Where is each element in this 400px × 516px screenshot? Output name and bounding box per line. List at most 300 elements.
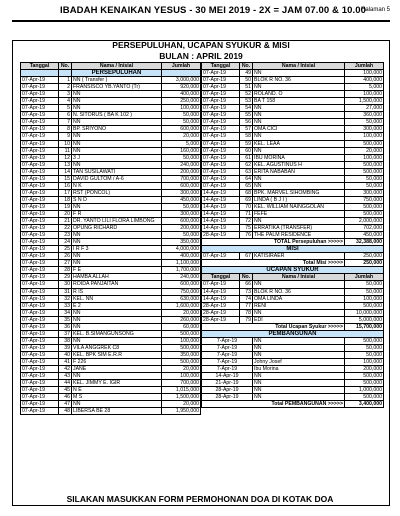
cell-amount: 60,000: [162, 323, 201, 330]
table-row: [202, 288, 384, 295]
cell-name: NN: [253, 344, 345, 351]
cell-amount: 100,000: [162, 105, 201, 112]
cell-no: 8: [59, 126, 72, 133]
header-rule: [12, 20, 390, 22]
cell-amount: 300,000: [162, 210, 201, 217]
cell-no: 61: [240, 154, 253, 161]
cell-date: 07-Apr-19: [21, 260, 59, 267]
table-row: [21, 316, 201, 323]
table-row: [202, 133, 384, 140]
cell-date: 07-Apr-19: [21, 401, 59, 408]
cell-date: 07-Apr-19: [21, 218, 59, 225]
total-pembangunan: [202, 401, 384, 408]
col-amount: Jumlah: [345, 63, 384, 70]
table-row: [21, 288, 201, 295]
cell-amount: 1,600,000: [162, 302, 201, 309]
cell-no: 67: [240, 253, 253, 260]
cell-no: 63: [240, 168, 253, 175]
cell-amount: 300,000: [345, 126, 384, 133]
cell-amount: 100,000: [345, 91, 384, 98]
cell-amount: 1,100,000: [162, 260, 201, 267]
cell-date: 07-Apr-19: [21, 98, 59, 105]
cell-no: 45: [59, 387, 72, 394]
cell-amount: 920,000: [162, 84, 201, 91]
table-row: [21, 330, 201, 337]
cell-no: 74: [240, 295, 253, 302]
cell-no: 59: [240, 140, 253, 147]
cell-no: 60: [240, 147, 253, 154]
cell-name: NN: [253, 351, 345, 358]
cell-amount: 500,000: [345, 373, 384, 380]
cell-no: 73: [240, 288, 253, 295]
cell-date: 07-Apr-19: [202, 161, 240, 168]
cell-amount: 702,000: [345, 225, 384, 232]
cell-no: 77: [240, 302, 253, 309]
cell-name: KEL. B.SIMANGUNSONG: [72, 330, 162, 337]
table-header-row: [202, 274, 384, 281]
cell-name: NN: [253, 373, 345, 380]
cell-amount: 50,000: [345, 175, 384, 182]
total-persepuluhan: [202, 239, 384, 246]
cell-no: 7: [59, 119, 72, 126]
table-header-row: [21, 63, 201, 70]
cell-no: 1: [59, 77, 72, 84]
cell-no: 20: [59, 210, 72, 217]
table-row: [21, 323, 201, 330]
table-row: [21, 401, 201, 408]
cell-no: 55: [240, 112, 253, 119]
cell-date: 07-Apr-19: [202, 175, 240, 182]
cell-date: 7-Apr-19: [202, 358, 253, 365]
table-row: [21, 91, 201, 98]
cell-amount: 50,000: [345, 344, 384, 351]
cell-amount: 500,000: [345, 140, 384, 147]
cell-date: 14-Apr-19: [202, 196, 240, 203]
table-row: [21, 358, 201, 365]
cell-date: 07-Apr-19: [21, 380, 59, 387]
table-row: [202, 351, 384, 358]
total-pembangunan-value: 3,400,000: [345, 401, 384, 408]
cell-amount: 20,000: [162, 133, 201, 140]
cell-name: NN: [72, 253, 162, 260]
cell-amount: 200,000: [162, 225, 201, 232]
cell-name: F 226: [72, 358, 162, 365]
table-row: [21, 182, 201, 189]
cell-no: 5: [59, 105, 72, 112]
cell-amount: 1,015,000: [162, 387, 201, 394]
section-title-ucapan-syukur: UCAPAN SYUKUR: [202, 267, 384, 274]
cell-date: 07-Apr-19: [21, 189, 59, 196]
table-row: [202, 91, 384, 98]
table-row: [21, 175, 201, 182]
cell-date: 07-Apr-19: [21, 358, 59, 365]
cell-name: NN: [253, 380, 345, 387]
cell-amount: 27,000: [345, 105, 384, 112]
cell-amount: 350,000: [162, 239, 201, 246]
table-row: [21, 380, 201, 387]
cell-date: 07-Apr-19: [21, 316, 59, 323]
table-row: [202, 281, 384, 288]
cell-date: 07-Apr-19: [21, 168, 59, 175]
total-misi-value: 250,000: [345, 260, 384, 267]
section-row: [21, 70, 201, 77]
cell-name: NN: [72, 309, 162, 316]
total-persepuluhan-value: 32,388,000: [345, 239, 384, 246]
cell-amount: 500,000: [345, 203, 384, 210]
cell-no: 22: [59, 225, 72, 232]
col-date: Tanggal: [21, 63, 59, 70]
table-row: [21, 295, 201, 302]
cell-no: 11: [59, 147, 72, 154]
cell-name: KATISIRAER: [253, 253, 345, 260]
cell-no: 42: [59, 366, 72, 373]
cell-name: NN: [72, 91, 162, 98]
cell-name: NN: [72, 161, 162, 168]
cell-name: NN: [253, 387, 345, 394]
table-row: [202, 196, 384, 203]
cell-date: 07-Apr-19: [21, 161, 59, 168]
table-row: [202, 105, 384, 112]
cell-amount: 1,950,000: [162, 408, 201, 415]
cell-name: ROLAND. O: [253, 91, 345, 98]
cell-date: 28-Apr-19: [202, 302, 240, 309]
cell-name: RST (PONCOL): [72, 189, 162, 196]
cell-date: 07-Apr-19: [21, 330, 59, 337]
cell-no: 69: [240, 196, 253, 203]
cell-no: 71: [240, 210, 253, 217]
cell-name: FEFE: [253, 210, 345, 217]
cell-name: NN: [253, 133, 345, 140]
cell-name: BLOK R NO. 36: [253, 288, 345, 295]
cell-no: 75: [240, 225, 253, 232]
cell-amount: 260,000: [162, 316, 201, 323]
cell-name: ERRATIKA (TRANSFER): [253, 225, 345, 232]
table-row: [21, 267, 201, 274]
cell-date: 07-Apr-19: [21, 394, 59, 401]
cell-amount: 50,000: [162, 203, 201, 210]
cell-name: NN: [253, 281, 345, 288]
cell-amount: 50,000: [345, 351, 384, 358]
table-row: [202, 232, 384, 239]
cell-no: 58: [240, 133, 253, 140]
cell-date: 07-Apr-19: [202, 70, 240, 77]
cell-no: 72: [240, 218, 253, 225]
cell-name: BLOK R NO. 36: [253, 77, 345, 84]
cell-amount: 50,000: [345, 281, 384, 288]
cell-amount: 500,000: [345, 394, 384, 401]
cell-no: 68: [240, 189, 253, 196]
cell-amount: 3,000,000: [162, 77, 201, 84]
report-month: BULAN : APRIL 2019: [159, 51, 243, 61]
table-row: [21, 119, 201, 126]
cell-date: 07-Apr-19: [202, 182, 240, 189]
cell-no: 41: [59, 358, 72, 365]
tithe-table-left: [20, 62, 201, 415]
cell-no: 31: [59, 288, 72, 295]
table-row: [21, 309, 201, 316]
section-title-misi: MISI: [202, 246, 384, 253]
cell-amount: 500,000: [345, 380, 384, 387]
cell-date: 07-Apr-19: [21, 203, 59, 210]
cell-amount: 4,000,000: [162, 246, 201, 253]
table-row: [21, 337, 201, 344]
cell-date: 07-Apr-19: [21, 323, 59, 330]
cell-amount: 500,000: [345, 210, 384, 217]
cell-name: NN: [72, 105, 162, 112]
cell-name: NN: [72, 203, 162, 210]
cell-amount: 50,000: [162, 112, 201, 119]
table-row: [21, 168, 201, 175]
cell-name: E 2: [72, 302, 162, 309]
cell-date: 07-Apr-19: [21, 140, 59, 147]
col-no: No.: [59, 63, 72, 70]
cell-no: 54: [240, 105, 253, 112]
table-row: [21, 218, 201, 225]
table-row: [202, 358, 384, 365]
cell-date: 14-Apr-19: [202, 210, 240, 217]
cell-name: OMA CICI: [253, 126, 345, 133]
cell-amount: 700,000: [162, 175, 201, 182]
left-column: [20, 62, 200, 415]
cell-no: 78: [240, 309, 253, 316]
cell-name: NN: [253, 182, 345, 189]
cell-amount: 10,000,000: [345, 309, 384, 316]
table-row: [202, 140, 384, 147]
cell-date: 07-Apr-19: [21, 147, 59, 154]
cell-date: 07-Apr-19: [202, 98, 240, 105]
total-ucapan-syukur-value: 15,700,000: [345, 323, 384, 330]
table-row: [202, 337, 384, 344]
cell-amount: 5,000: [345, 84, 384, 91]
cell-date: 07-Apr-19: [202, 281, 240, 288]
section-row: [202, 267, 384, 274]
cell-name: KEL. BPK SIM E.R.R: [72, 351, 162, 358]
cell-date: 07-Apr-19: [21, 267, 59, 274]
cell-date: 07-Apr-19: [202, 133, 240, 140]
cell-amount: 50,000: [162, 232, 201, 239]
cell-name: ROIDA PANJAITAN: [72, 281, 162, 288]
cell-no: 51: [240, 84, 253, 91]
cell-no: 46: [59, 394, 72, 401]
table-row: [21, 232, 201, 239]
table-row: [202, 182, 384, 189]
cell-no: 62: [240, 161, 253, 168]
cell-name: NN: [72, 373, 162, 380]
table-row: [21, 274, 201, 281]
cell-date: 07-Apr-19: [202, 112, 240, 119]
cell-name: EDI: [253, 316, 345, 323]
cell-no: 16: [59, 182, 72, 189]
cell-amount: 450,000: [162, 196, 201, 203]
col-date: Tanggal: [202, 274, 240, 281]
col-name: Nama / Inisial: [253, 63, 345, 70]
cell-date: 07-Apr-19: [21, 387, 59, 394]
cell-name: R IS: [72, 288, 162, 295]
cell-date: 14-Apr-19: [202, 288, 240, 295]
cell-name: Ibu Morina: [253, 366, 345, 373]
cell-no: 14: [59, 168, 72, 175]
total-pembangunan-label: Total PEMBANGUNAN >>>>>: [202, 401, 345, 408]
cell-amount: 500,000: [345, 337, 384, 344]
cell-name: F E: [72, 267, 162, 274]
cell-amount: 630,000: [162, 295, 201, 302]
cell-amount: 20,000: [162, 401, 201, 408]
cell-name: NN: [72, 140, 162, 147]
table-row: [21, 366, 201, 373]
cell-no: 17: [59, 189, 72, 196]
cell-date: 14-Apr-19: [202, 203, 240, 210]
cell-date: 07-Apr-19: [21, 225, 59, 232]
cell-no: 19: [59, 203, 72, 210]
table-row: [21, 105, 201, 112]
table-row: [21, 394, 201, 401]
cell-date: 28-Apr-19: [202, 232, 240, 239]
cell-no: 10: [59, 140, 72, 147]
cell-name: Johny Josef: [253, 358, 345, 365]
cell-date: 14-Apr-19: [202, 218, 240, 225]
cell-date: 07-Apr-19: [21, 126, 59, 133]
cell-no: 23: [59, 232, 72, 239]
cell-amount: 50,000: [162, 119, 201, 126]
cell-amount: 50,000: [345, 288, 384, 295]
table-row: [202, 70, 384, 77]
cell-no: 18: [59, 196, 72, 203]
cell-name: KEL. WILLIAM NAINGGOLAN: [253, 203, 345, 210]
cell-amount: 1,700,000: [162, 267, 201, 274]
cell-no: 48: [59, 408, 72, 415]
table-row: [21, 253, 201, 260]
cell-name: BPK. MARVEL SIHOMBING: [253, 189, 345, 196]
cell-date: 07-Apr-19: [202, 91, 240, 98]
cell-name: NN: [72, 316, 162, 323]
total-misi: [202, 260, 384, 267]
cell-date: 07-Apr-19: [202, 77, 240, 84]
table-row: [21, 133, 201, 140]
cell-amount: 600,000: [162, 126, 201, 133]
cell-no: 57: [240, 126, 253, 133]
cell-date: 07-Apr-19: [202, 168, 240, 175]
col-name: Nama / Inisial: [72, 63, 162, 70]
table-row: [202, 168, 384, 175]
cell-date: 07-Apr-19: [21, 119, 59, 126]
total-persepuluhan-label: TOTAL Persepuluhan >>>>>: [202, 239, 345, 246]
cell-amount: 100,000: [162, 373, 201, 380]
total-ucapan-syukur: [202, 323, 384, 330]
cell-no: 66: [240, 281, 253, 288]
page-number: Halaman 5: [360, 7, 390, 13]
cell-no: 70: [240, 203, 253, 210]
cell-name: DAVID GULTOM / A-6: [72, 175, 162, 182]
table-row: [202, 316, 384, 323]
cell-amount: 200,000: [345, 366, 384, 373]
cell-no: 25: [59, 246, 72, 253]
cell-amount: 20,000: [162, 309, 201, 316]
cell-amount: 100,000: [162, 337, 201, 344]
total-misi-label: Total Misi >>>>>: [202, 260, 345, 267]
table-row: [202, 210, 384, 217]
table-row: [202, 373, 384, 380]
cell-date: 07-Apr-19: [21, 309, 59, 316]
cell-amount: 1,500,000: [345, 98, 384, 105]
cell-no: 9: [59, 133, 72, 140]
table-header-row: [202, 63, 384, 70]
table-row: [202, 112, 384, 119]
cell-name: NN: [72, 401, 162, 408]
cell-name: LINDA ( B J I ): [253, 196, 345, 203]
cell-date: 07-Apr-19: [21, 77, 59, 84]
cell-date: 07-Apr-19: [21, 373, 59, 380]
cell-amount: 750,000: [345, 196, 384, 203]
cell-date: 14-Apr-19: [202, 295, 240, 302]
cell-date: 07-Apr-19: [202, 84, 240, 91]
cell-amount: 350,000: [162, 351, 201, 358]
cell-no: 3: [59, 91, 72, 98]
table-row: [202, 295, 384, 302]
table-row: [202, 98, 384, 105]
table-row: [21, 203, 201, 210]
table-row: [202, 302, 384, 309]
cell-date: 07-Apr-19: [21, 182, 59, 189]
table-row: [21, 225, 201, 232]
cell-amount: 250,000: [345, 253, 384, 260]
table-row: [202, 253, 384, 260]
table-row: [202, 344, 384, 351]
cell-name: RENI: [253, 302, 345, 309]
cell-date: 07-Apr-19: [202, 147, 240, 154]
cell-amount: 300,000: [345, 189, 384, 196]
cell-amount: 400,000: [162, 91, 201, 98]
table-row: [21, 302, 201, 309]
table-row: [21, 387, 201, 394]
cell-amount: 1,500,000: [162, 394, 201, 401]
cell-amount: 500,000: [345, 161, 384, 168]
cell-amount: 160,000: [162, 147, 201, 154]
table-row: [21, 281, 201, 288]
table-row: [21, 147, 201, 154]
cell-no: 43: [59, 373, 72, 380]
cell-no: 12: [59, 154, 72, 161]
cell-name: F R: [72, 210, 162, 217]
cell-no: 32: [59, 295, 72, 302]
col-no: No.: [240, 274, 253, 281]
cell-date: 07-Apr-19: [21, 253, 59, 260]
cell-date: 07-Apr-19: [21, 196, 59, 203]
cell-date: 07-Apr-19: [21, 232, 59, 239]
cell-date: 07-Apr-19: [21, 239, 59, 246]
cell-name: ERITA NABABAN: [253, 168, 345, 175]
cell-name: FRANSISCO YB.YANTO (Tr): [72, 84, 162, 91]
cell-date: 7-Apr-19: [202, 366, 253, 373]
cell-date: 07-Apr-19: [21, 91, 59, 98]
cell-amount: 2,000,000: [345, 218, 384, 225]
cell-name: 3 J: [72, 154, 162, 161]
cell-no: 26: [59, 253, 72, 260]
cell-date: 07-Apr-19: [21, 274, 59, 281]
cell-name: KEL. JIMMY E. IGIR: [72, 380, 162, 387]
cell-amount: 20,000: [345, 147, 384, 154]
service-title: IBADAH KENAIKAN YESUS - 30 MEI 2019 - 2X = JAM 07.00 & 10.00: [60, 5, 366, 16]
cell-name: KEL. NN: [72, 295, 162, 302]
cell-date: 07-Apr-19: [202, 253, 240, 260]
cell-no: 49: [240, 70, 253, 77]
table-row: [202, 147, 384, 154]
table-row: [21, 161, 201, 168]
cell-name: NN: [72, 260, 162, 267]
section-title-pembangunan: PEMBANGUNAN: [202, 330, 384, 337]
table-row: [202, 84, 384, 91]
cell-name: N E: [72, 387, 162, 394]
cell-no: 6: [59, 112, 72, 119]
